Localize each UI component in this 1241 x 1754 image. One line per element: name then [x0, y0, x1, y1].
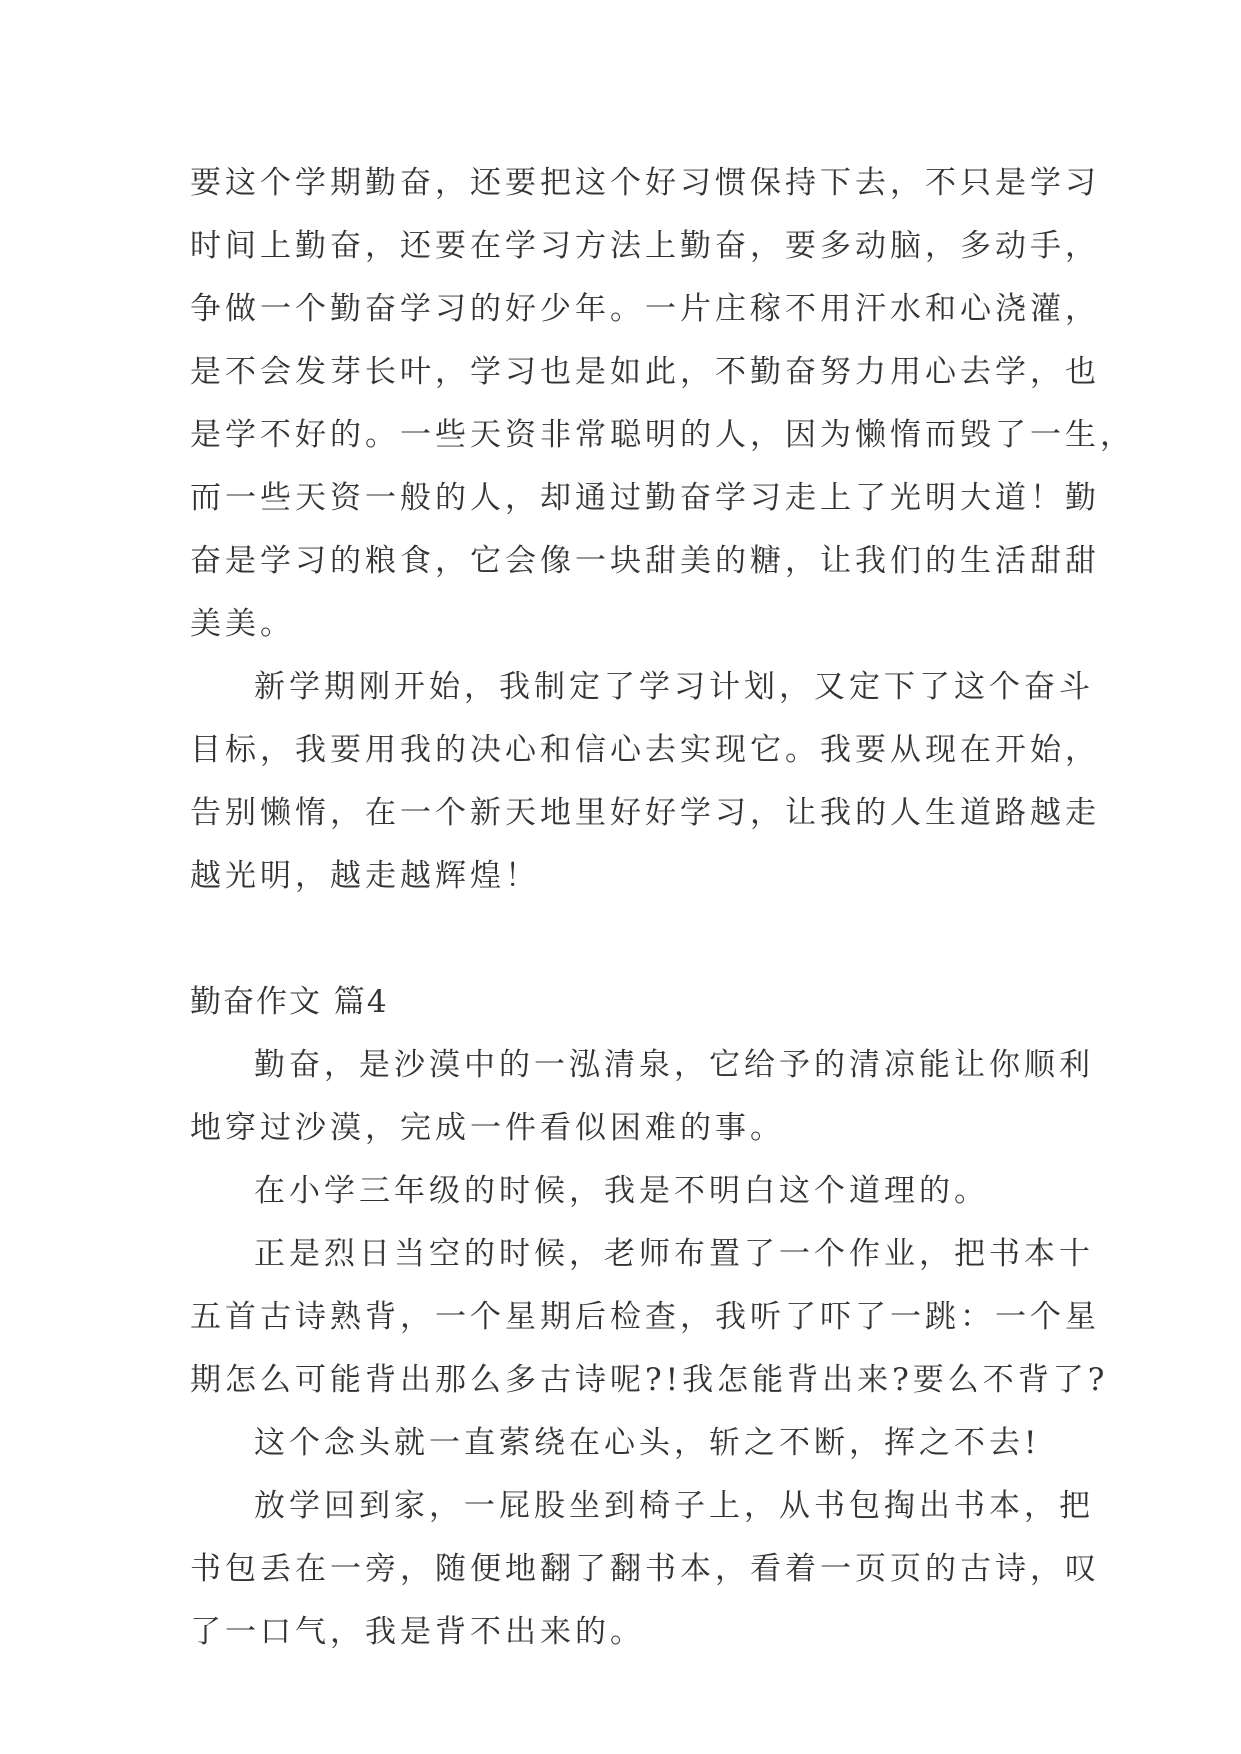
section-heading: 勤奋作文 篇4: [190, 984, 389, 1020]
text-line: 地穿过沙漠，完成一件看似困难的事。: [190, 1110, 785, 1146]
text-line: 这个念头就一直萦绕在心头，斩之不断，挥之不去!: [254, 1425, 1041, 1461]
section-spacer: [190, 908, 1070, 971]
document-body: [190, 152, 1135, 1664]
text-line: 是不会发芽长叶，学习也是如此，不勤奋努力用心去学，也: [190, 354, 1100, 390]
text-line: 争做一个勤奋学习的好少年。一片庄稼不用汗水和心浇灌，: [190, 291, 1100, 327]
text-line: 放学回到家，一屁股坐到椅子上，从书包掏出书本，把: [254, 1488, 1094, 1524]
text-line: 而一些天资一般的人，却通过勤奋学习走上了光明大道！勤: [190, 480, 1100, 516]
paragraph-1: [190, 152, 1135, 656]
text-line: 越光明，越走越辉煌！: [190, 858, 540, 894]
text-line: 勤奋，是沙漠中的一泓清泉，它给予的清凉能让你顺利: [254, 1047, 1094, 1083]
text-line: 在小学三年级的时候，我是不明白这个道理的。: [254, 1173, 989, 1209]
text-line: 是学不好的。一些天资非常聪明的人，因为懒惰而毁了一生，: [190, 417, 1135, 453]
text-line: 目标，我要用我的决心和信心去实现它。我要从现在开始，: [190, 732, 1100, 768]
text-line: 新学期刚开始，我制定了学习计划，又定下了这个奋斗: [254, 669, 1094, 705]
text-line: 了一口气，我是背不出来的。: [190, 1614, 645, 1650]
text-line: 正是烈日当空的时候，老师布置了一个作业，把书本十: [254, 1236, 1094, 1272]
text-line: 要这个学期勤奋，还要把这个好习惯保持下去，不只是学习: [190, 165, 1100, 201]
text-line: 期怎么可能背出那么多古诗呢?!我怎能背出来?要么不背了?: [190, 1362, 1109, 1398]
text-line: 美美。: [190, 606, 295, 642]
paragraph-2: [190, 656, 1100, 908]
text-line: 五首古诗熟背，一个星期后检查，我听了吓了一跳：一个星: [190, 1299, 1100, 1335]
paragraph-4: [190, 1160, 1070, 1223]
paragraph-6: [190, 1412, 1070, 1475]
paragraph-3: [190, 1034, 1094, 1160]
text-line: 时间上勤奋，还要在学习方法上勤奋，要多动脑，多动手，: [190, 228, 1100, 264]
text-line: 奋是学习的粮食，它会像一块甜美的糖，让我们的生活甜甜: [190, 543, 1100, 579]
paragraph-5: [190, 1223, 1109, 1412]
text-line: 告别懒惰，在一个新天地里好好学习，让我的人生道路越走: [190, 795, 1100, 831]
text-line: 书包丢在一旁，随便地翻了翻书本，看着一页页的古诗，叹: [190, 1551, 1100, 1587]
paragraph-7: [190, 1475, 1100, 1664]
